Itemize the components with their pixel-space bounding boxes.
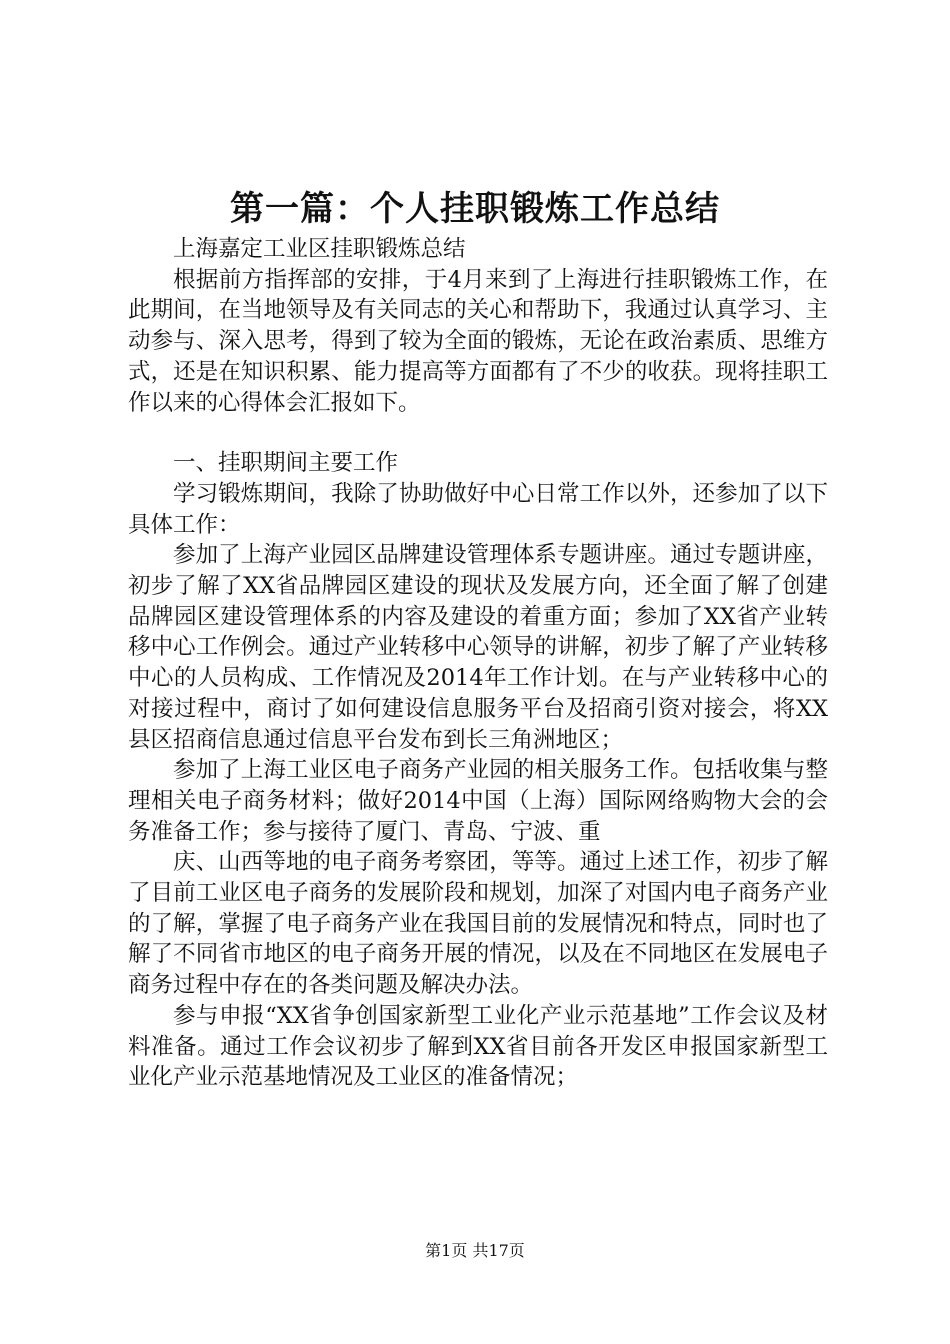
body-paragraph: 学习锻炼期间，我除了协助做好中心日常工作以外，还参加了以下具体工作： <box>128 480 828 538</box>
body-paragraph: 庆、山西等地的电子商务考察团，等等。通过上述工作，初步了解了目前工业区电子商务的发展阶段和规划，加深了对国内电子商务产业的了解，掌握了电子商务产业在我国目前的发展情况和特点，同时也了解了不同省市地区的电子商务开展的情况，以及在不同地区在发展电子商务过程中存在的各类问题及解决办法。 <box>128 849 828 999</box>
subtitle-paragraph: 上海嘉定工业区挂职锻炼总结 <box>173 236 466 262</box>
body-paragraph: 参加了上海产业园区品牌建设管理体系专题讲座。通过专题讲座，初步了解了XX省品牌园区建设的现状及发展方向，还全面了解了创建品牌园区建设管理体系的内容及建设的着重方面；参加了XX省产业转移中心工作例会。通过产业转移中心领导的讲解，初步了解了产业转移中心的人员构成、工作情况及2014年工作计划。在与产业转移中心的对接过程中，商讨了如何建设信息服务平台及招商引资对接会，将XX县区招商信息通过信息平台发布到长三角洲地区； <box>128 542 828 753</box>
body-paragraph: 参与申报“XX省争创国家新型工业化产业示范基地”工作会议及材料准备。通过工作会议初步了解到XX省目前各开发区申报国家新型工业化产业示范基地情况及工业区的准备情况； <box>128 1002 828 1091</box>
section-heading: 一、挂职期间主要工作 <box>173 450 399 477</box>
document-title: 第一篇：个人挂职锻炼工作总结 <box>230 189 720 229</box>
document-body <box>128 234 828 1093</box>
paragraph-spacer <box>128 418 828 448</box>
page-footer: 第1页 共17页 <box>425 1241 525 1260</box>
body-paragraph: 参加了上海工业区电子商务产业园的相关服务工作。包括收集与整理相关电子商务材料；做好2014中国（上海）国际网络购物大会的会务准备工作；参与接待了厦门、青岛、宁波、重 <box>128 757 828 845</box>
intro-paragraph: 根据前方指挥部的安排，于4月来到了上海进行挂职锻炼工作，在此期间，在当地领导及有关同志的关心和帮助下，我通过认真学习、主动参与、深入思考，得到了较为全面的锻炼，无论在政治素质、思维方式，还是在知识积累、能力提高等方面都有了不少的收获。现将挂职工作以来的心得体会汇报如下。 <box>128 266 828 416</box>
